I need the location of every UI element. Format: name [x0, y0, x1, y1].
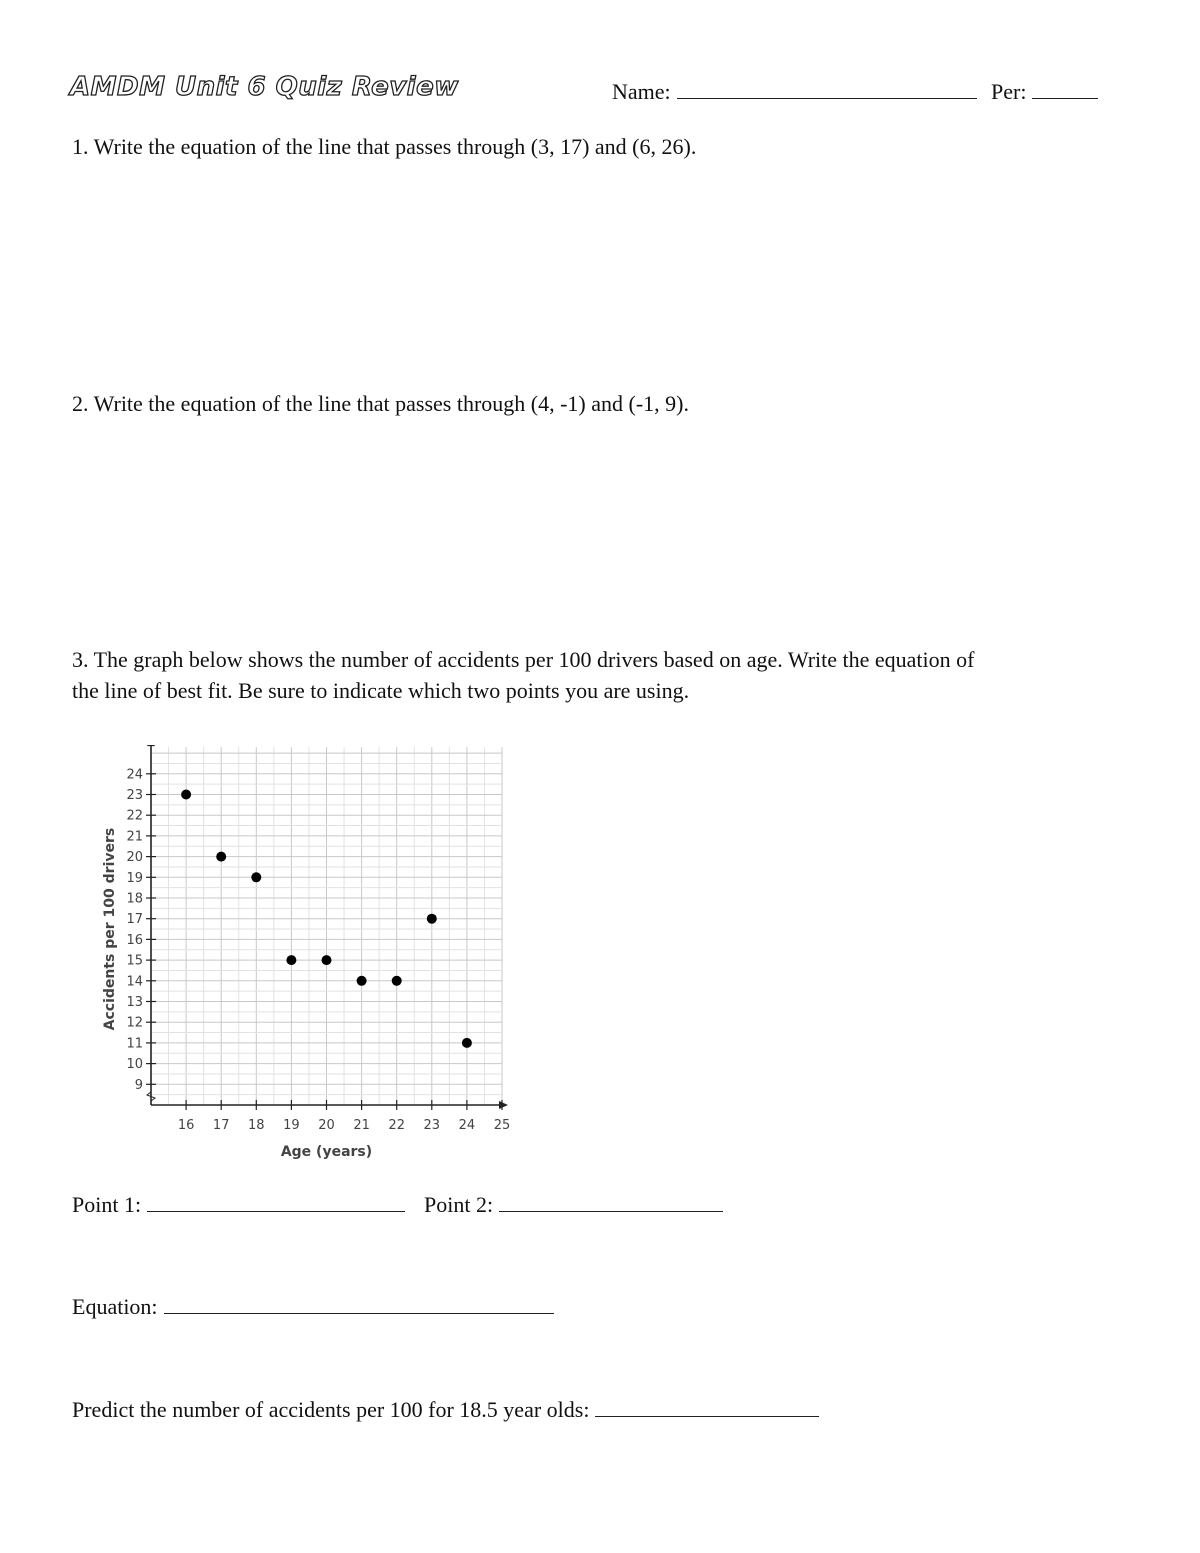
x-tick-label: 18	[248, 1118, 265, 1133]
x-tick-label: 25	[493, 1118, 511, 1133]
data-point	[357, 976, 367, 986]
name-blank[interactable]	[677, 78, 977, 99]
y-tick-label: 18	[126, 891, 143, 907]
equation-field	[72, 1291, 554, 1322]
question-1: 1. Write the equation of the line that passes through (3, 17) and (6, 26).	[72, 134, 697, 159]
y-tick-label: 13	[126, 995, 143, 1010]
x-tick-label: 19	[283, 1118, 300, 1133]
y-axis-arrow	[147, 745, 155, 746]
accidents-scatter-chart	[95, 745, 525, 1165]
point-1-blank[interactable]	[147, 1191, 405, 1212]
point-2-field	[424, 1189, 723, 1220]
data-point	[427, 914, 437, 924]
x-tick-label: 16	[177, 1118, 195, 1133]
data-point	[251, 872, 261, 882]
question-3-line-1: 3. The graph below shows the number of accidents per 100 drivers based on age. Write the equation of	[72, 647, 975, 672]
y-tick-label: 11	[126, 1036, 143, 1052]
y-tick-label: 14	[126, 974, 143, 990]
worksheet-title: AMDM Unit 6 Quiz Review	[70, 72, 459, 102]
name-field	[612, 76, 977, 107]
x-axis-label: Age (years)	[280, 1144, 373, 1160]
y-tick-label: 12	[126, 1015, 143, 1031]
data-point	[286, 955, 296, 965]
period-field	[991, 76, 1098, 107]
point-2-blank[interactable]	[499, 1191, 723, 1212]
point-1-field	[72, 1189, 405, 1220]
x-axis-arrow	[499, 1101, 508, 1109]
y-tick-label: 22	[126, 808, 143, 824]
y-axis-label: Accidents per 100 drivers	[102, 827, 118, 1031]
chart-grid	[151, 747, 502, 1105]
name-label: Name:	[612, 79, 671, 104]
y-tick-label: 15	[126, 953, 143, 969]
question-3-line-2: the line of best fit. Be sure to indicate which two points you are using.	[72, 678, 690, 703]
point-1-label: Point 1:	[72, 1192, 142, 1217]
per-blank[interactable]	[1032, 78, 1098, 99]
y-tick-label: 20	[126, 850, 143, 866]
prediction-label: Predict the number of accidents per 100 for 18.5 year olds:	[72, 1397, 590, 1422]
y-tick-label: 9	[134, 1077, 143, 1093]
y-tick-labels	[126, 767, 143, 1093]
data-point	[181, 790, 191, 800]
x-tick-label: 23	[423, 1118, 441, 1133]
x-tick-label: 21	[353, 1118, 370, 1133]
y-tick-label: 10	[126, 1057, 143, 1073]
point-2-label: Point 2:	[424, 1192, 494, 1217]
prediction-blank[interactable]	[595, 1396, 819, 1417]
y-tick-label: 19	[126, 870, 143, 886]
y-tick-label: 17	[126, 912, 143, 928]
prediction-field	[72, 1394, 819, 1425]
y-tick-label: 21	[126, 829, 143, 845]
question-2: 2. Write the equation of the line that passes through (4, -1) and (-1, 9).	[72, 391, 689, 416]
y-tick-label: 16	[126, 932, 143, 948]
equation-blank[interactable]	[164, 1293, 554, 1314]
data-point	[392, 976, 402, 986]
x-tick-label: 20	[318, 1118, 335, 1133]
x-tick-label: 24	[458, 1118, 476, 1133]
equation-label: Equation:	[72, 1294, 158, 1319]
y-tick-label: 23	[126, 788, 143, 803]
data-point	[216, 852, 226, 862]
y-tick-label: 24	[126, 767, 143, 783]
x-tick-label: 22	[388, 1118, 405, 1133]
data-point	[322, 955, 332, 965]
data-point	[462, 1038, 472, 1048]
per-label: Per:	[991, 79, 1027, 104]
x-tick-labels	[178, 1118, 510, 1133]
x-tick-label: 17	[212, 1118, 230, 1133]
